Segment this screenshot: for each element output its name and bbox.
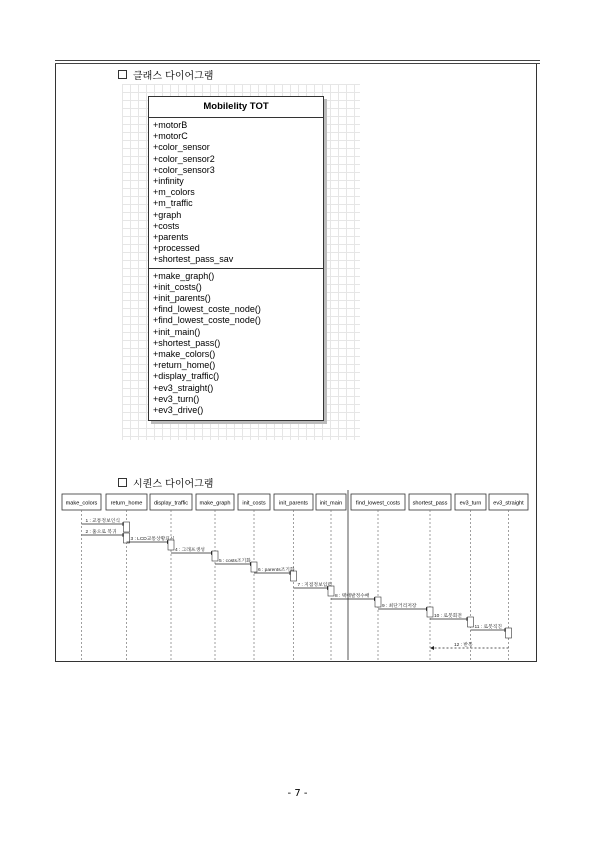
message-label: 8 : 택배발정수배 [335,594,370,599]
class-operation: +display_traffic() [153,371,220,382]
message-label: 11 : 로봇직진 [474,625,503,630]
class-attribute: +processed [153,243,200,254]
class-attribute: +costs [153,220,180,231]
class-attribute: +infinity [153,176,184,187]
message-label: 6 : parents조기화 [258,568,295,573]
message-label: 5 : costs조기화 [219,559,251,564]
class-operation: +shortest_pass() [153,337,221,348]
class-operation: +init_parents() [153,293,211,304]
message-label: 2 : 홈으로 복귀 [85,530,117,535]
page-number: - 7 - [287,788,308,799]
class-diagram-heading-text: 클래스 다이어그램 [133,71,214,82]
activation-box [124,522,130,532]
class-attribute: +graph [153,209,182,220]
class-attribute: +m_traffic [153,198,193,209]
lifeline-label: ev3_straight [493,500,524,507]
class-attribute: +motorB [153,120,188,130]
lifeline-label: shortest_pass [412,500,448,507]
class-attribute: +motorC [153,131,188,142]
activation-box [251,562,257,572]
activation-box [506,628,512,638]
class-name: Mobilelity TOT [149,97,323,118]
class-attribute: +parents [153,232,189,243]
message-label: 1 : 교통정보인식 [85,519,120,524]
activation-box [124,533,130,543]
class-operation: +return_home() [153,360,216,371]
lifeline-label: return_home [110,500,143,507]
class-operation: +make_colors() [153,349,216,360]
lifeline-label: ev3_turn [459,500,482,507]
class-attribute: +color_sensor2 [153,153,215,164]
class-operation: +find_lowest_coste_node() [153,304,261,315]
lifeline-label: display_traffic [153,500,189,507]
class-operation: +ev3_turn() [153,393,200,404]
message-label: 3 : LCD교통상황표시 [130,537,175,542]
lifeline-label: init_parents [279,500,308,507]
message-label: 9 : 최단거리저장 [382,604,417,609]
lifeline-label: find_lowest_costs [355,500,401,507]
message-label: 10 : 로봇회전 [434,614,462,619]
activation-box [427,607,433,617]
class-operation: +find_lowest_coste_node() [153,315,261,326]
lifeline-label: init_main [319,500,343,507]
class-attribute: +m_colors [153,187,195,198]
lifeline-label: make_graph [199,500,231,507]
class-operation: +make_graph() [153,270,215,281]
class-operation: +init_costs() [153,281,202,292]
activation-box [375,597,381,607]
lifeline-label: init_costs [242,500,266,507]
message-label: 4 : 그래프생성 [175,548,205,553]
class-operation: +ev3_drive() [153,405,204,416]
message-label: 7 : 지점정보입력 [297,583,332,588]
activation-box [212,551,218,561]
class-operation: +init_main() [153,326,201,337]
sequence-diagram-heading-text: 시퀀스 다이어그램 [133,479,214,490]
lifeline-label: make_colors [65,500,98,507]
arrowhead-icon [430,646,434,650]
class-attribute: +color_sensor3 [153,164,215,175]
message-label: 12 : 반복 [454,643,473,648]
activation-box [468,617,474,627]
class-attribute: +shortest_pass_sav [153,254,234,265]
class-operation: +ev3_straight() [153,382,214,393]
class-attribute: +color_sensor [153,142,210,153]
